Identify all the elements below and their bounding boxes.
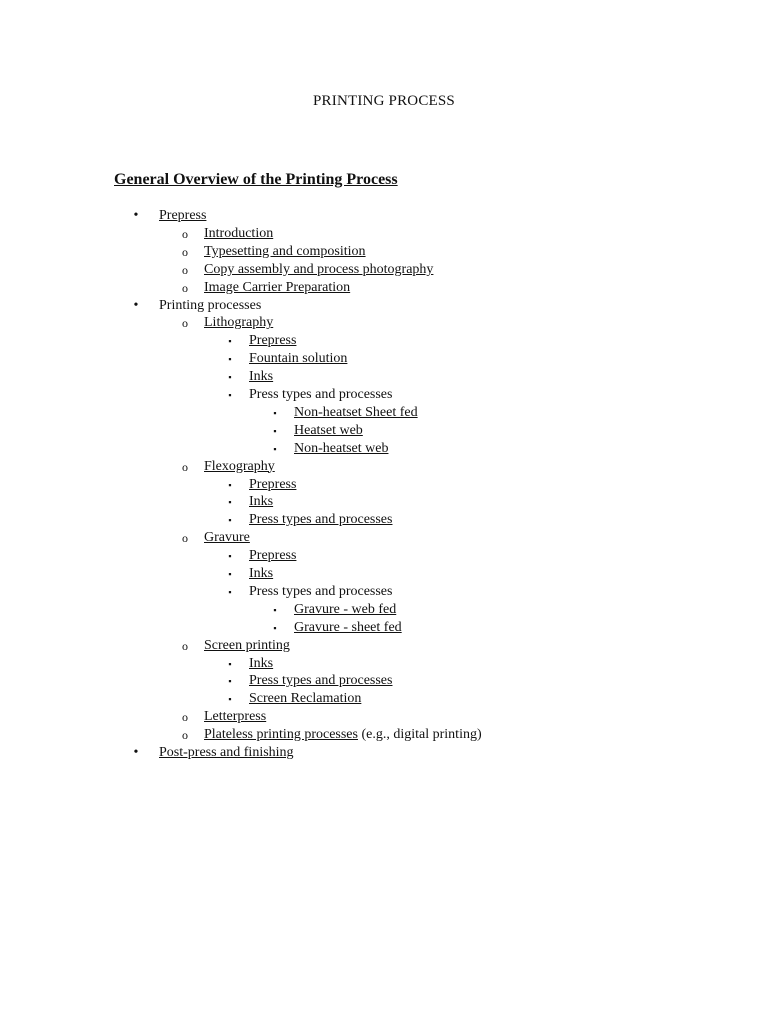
outline-text [204, 458, 275, 476]
outline-text [204, 529, 250, 547]
outline-link[interactable]: Plateless printing processes [204, 727, 358, 743]
section-heading: General Overview of the Printing Process [114, 171, 398, 188]
outline-text [159, 744, 294, 762]
outline-text [249, 672, 392, 690]
outline-text [249, 547, 296, 565]
outline-link[interactable]: Prepress [249, 333, 297, 349]
outline-text [249, 690, 361, 708]
outline-link[interactable]: Prepress [249, 476, 297, 492]
bullet-icon: ▪ [228, 354, 232, 365]
bullet-icon: o [182, 531, 188, 546]
bullet-icon: ▪ [273, 443, 277, 454]
bullet-icon: o [182, 316, 188, 331]
bullet-icon: ▪ [228, 551, 232, 562]
outline-text [204, 243, 366, 261]
bullet-icon: ▪ [228, 497, 232, 508]
outline-link[interactable]: Introduction [204, 225, 274, 241]
outline-link[interactable]: Inks [249, 566, 274, 581]
outline-link[interactable]: Post-press and finishing [159, 745, 294, 760]
bullet-icon: o [182, 710, 188, 725]
outline-text [249, 583, 392, 601]
outline-link[interactable]: Lithography [204, 315, 274, 331]
bullet-icon: o [182, 280, 188, 295]
outline-text [294, 422, 363, 440]
outline-text [249, 511, 392, 529]
bullet-icon: ▪ [228, 676, 232, 687]
bullet-icon: ▪ [228, 390, 232, 400]
outline-text [204, 726, 482, 744]
bullet-icon: ▪ [228, 586, 232, 597]
bullet-icon: o [182, 226, 188, 241]
outline-text [249, 386, 392, 404]
outline-text [249, 368, 273, 386]
outline-link[interactable]: Flexography [204, 458, 275, 474]
outline-link[interactable]: Non-heatset web [294, 440, 389, 456]
outline-link[interactable]: Gravure [204, 530, 250, 546]
outline-text [249, 493, 273, 511]
bullet-icon: ▪ [228, 658, 232, 669]
outline-text [249, 655, 273, 673]
outline-text [159, 297, 261, 315]
outline-link[interactable]: Press types and processes [249, 673, 393, 689]
outline-link[interactable]: Inks [249, 369, 274, 385]
outline-link[interactable]: Copy assembly and process photography [204, 261, 434, 277]
bullet-icon: ▪ [273, 604, 277, 615]
bullet-icon: o [182, 459, 188, 474]
outline-text [159, 207, 206, 225]
bullet-icon: • [133, 208, 139, 223]
outline-text [204, 637, 290, 655]
outline-text [204, 708, 266, 726]
outline-text [249, 476, 296, 494]
bullet-icon: ▪ [273, 425, 277, 436]
outline-text [204, 225, 273, 243]
bullet-icon: ▪ [228, 336, 232, 347]
outline-link[interactable]: Inks [249, 655, 274, 671]
outline-link[interactable]: Press types and processes [249, 512, 393, 528]
outline-text [294, 404, 418, 422]
page-title: PRINTING PROCESS [313, 93, 455, 109]
outline-text [249, 565, 273, 583]
outline-link[interactable]: Letterpress [204, 709, 267, 725]
outline-text [204, 261, 433, 279]
outline-link[interactable]: Inks [249, 494, 274, 510]
bullet-icon: ▪ [228, 569, 232, 579]
outline-link[interactable]: Typesetting and composition [204, 243, 366, 259]
outline-text [204, 279, 350, 297]
bullet-icon: • [133, 745, 139, 760]
bullet-icon: o [182, 244, 188, 259]
outline-link[interactable]: Non-heatset Sheet fed [294, 404, 418, 420]
outline-link[interactable]: Fountain solution [249, 351, 348, 367]
bullet-icon: ▪ [273, 407, 277, 418]
outline-link[interactable]: Image Carrier Preparation [204, 279, 351, 295]
bullet-icon: ▪ [273, 622, 277, 633]
outline-link[interactable]: Prepress [159, 208, 207, 223]
bullet-icon: o [182, 728, 188, 743]
bullet-icon: • [133, 297, 139, 313]
outline-label: Press types and processes [249, 387, 393, 402]
bullet-icon: ▪ [228, 515, 232, 526]
bullet-icon: ▪ [228, 372, 232, 383]
outline-link[interactable]: Gravure - sheet fed [294, 619, 402, 635]
bullet-icon: ▪ [228, 694, 232, 705]
outline-text [249, 332, 296, 350]
outline-text [294, 440, 388, 458]
outline-link[interactable]: Prepress [249, 548, 297, 564]
bullet-icon: ▪ [228, 479, 232, 490]
outline-text [294, 601, 396, 619]
outline-label: Press types and processes [249, 583, 393, 599]
outline-link[interactable]: Heatset web [294, 422, 363, 438]
outline-suffix: (e.g., digital printing) [357, 727, 482, 743]
bullet-icon: o [182, 638, 188, 653]
outline-link[interactable]: Screen Reclamation [249, 691, 362, 707]
outline-link[interactable]: Gravure - web fed [294, 601, 397, 617]
outline-text [294, 619, 402, 637]
bullet-icon: o [182, 262, 188, 277]
outline-link[interactable]: Screen printing [204, 637, 290, 653]
outline-text [204, 314, 273, 332]
outline-text [249, 350, 347, 368]
outline-label: Printing processes [159, 297, 262, 313]
